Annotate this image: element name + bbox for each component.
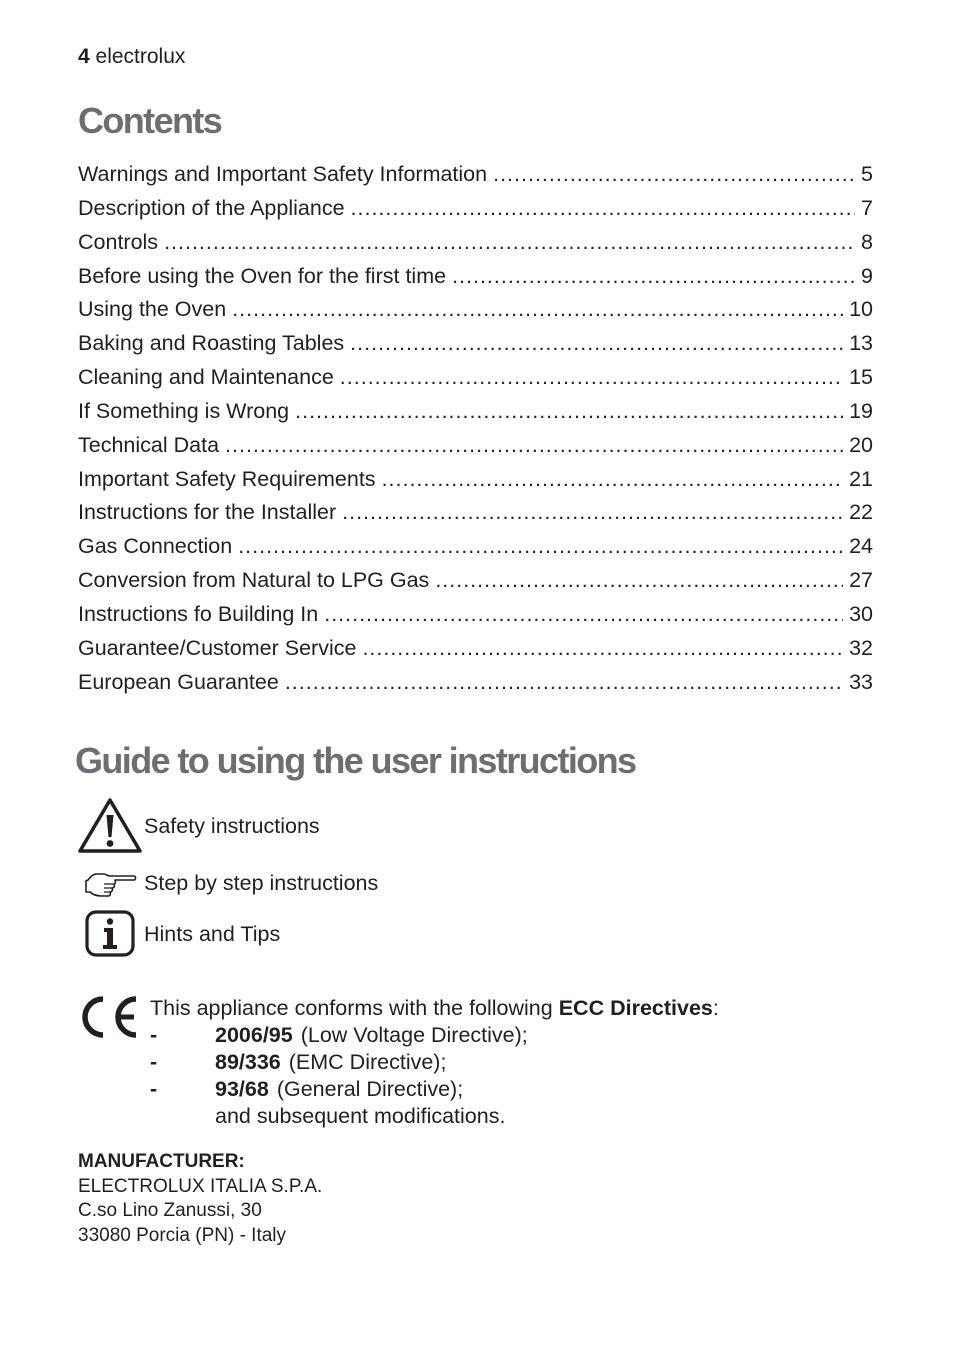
info-icon	[78, 910, 142, 958]
legend-item-steps	[78, 868, 378, 898]
manufacturer-block	[78, 1150, 322, 1248]
toc-dot-leader	[342, 500, 843, 525]
toc-entry-page: 27	[849, 568, 873, 593]
toc-dot-leader	[382, 467, 844, 492]
directive-row	[150, 1022, 890, 1049]
manufacturer-line: C.so Lino Zanussi, 30	[78, 1200, 262, 1221]
legend-label-safety: Safety instructions	[144, 813, 320, 838]
ce-intro: This appliance conforms with the following	[150, 996, 553, 1020]
toc-entry	[78, 264, 873, 298]
legend-label-hints: Hints and Tips	[144, 921, 281, 946]
toc-dot-leader	[285, 670, 843, 695]
toc-entry-page: 32	[849, 635, 873, 660]
toc-entry-label: Cleaning and Maintenance	[78, 365, 334, 390]
toc-entry	[78, 670, 873, 704]
toc-entry	[78, 365, 873, 399]
directive-code: 89/336	[215, 1050, 281, 1074]
toc-dot-leader	[238, 534, 843, 559]
toc-entry-page: 33	[849, 669, 873, 694]
contents-title: Contents	[78, 100, 222, 141]
toc-entry	[78, 500, 873, 534]
toc-entry-page: 13	[849, 331, 873, 356]
toc-entry-label: Warnings and Important Safety Information	[78, 162, 488, 186]
toc-entry	[78, 568, 873, 602]
manufacturer-title: MANUFACTURER:	[78, 1151, 245, 1172]
ce-text	[150, 995, 890, 1130]
legend-label-steps: Step by step instructions	[144, 870, 379, 895]
toc-entry-label: Important Safety Requirements	[78, 466, 376, 491]
toc-entry	[78, 196, 873, 230]
toc-entry-label: If Something is Wrong	[78, 398, 290, 423]
toc-entry-page: 15	[849, 365, 873, 390]
directive-code: 2006/95	[215, 1023, 293, 1047]
toc-entry-page: 20	[849, 432, 873, 457]
directive-dash: -	[150, 1050, 158, 1074]
toc-entry-page: 21	[849, 466, 873, 491]
guide-title: Guide to using the user instructions	[75, 740, 636, 781]
toc-entry-page: 7	[861, 195, 873, 220]
pointing-hand-icon	[78, 868, 142, 898]
toc-dot-leader	[232, 297, 843, 322]
toc-dot-leader	[295, 399, 843, 424]
table-of-contents	[78, 162, 873, 704]
legend-item-hints	[78, 910, 280, 958]
toc-entry-label: Instructions fo Building In	[78, 601, 319, 626]
manufacturer-line: ELECTROLUX ITALIA S.P.A.	[78, 1175, 323, 1197]
toc-entry-page: 30	[849, 601, 873, 626]
toc-entry-label: Baking and Roasting Tables	[78, 331, 345, 356]
directive-dash: -	[150, 1023, 158, 1047]
directive-code: 93/68	[215, 1077, 269, 1101]
toc-entry	[78, 534, 873, 568]
toc-dot-leader	[225, 433, 843, 458]
page-number: 4	[78, 45, 90, 68]
toc-dot-leader	[164, 230, 855, 255]
toc-entry	[78, 399, 873, 433]
toc-entry-page: 22	[849, 500, 873, 525]
toc-entry-label: Conversion from Natural to LPG Gas	[78, 568, 430, 593]
toc-entry	[78, 433, 873, 467]
toc-entry	[78, 467, 873, 501]
toc-entry-label: Technical Data	[78, 432, 220, 457]
ce-mark-icon	[78, 995, 140, 1045]
toc-entry	[78, 230, 873, 264]
toc-entry-label: Description of the Appliance	[78, 195, 345, 220]
toc-entry-label: Controls	[78, 229, 159, 254]
directive-row	[150, 1049, 890, 1076]
legend-item-safety	[78, 798, 320, 854]
toc-entry-page: 24	[849, 534, 873, 559]
toc-dot-leader	[351, 196, 856, 221]
toc-entry	[78, 297, 873, 331]
toc-entry-page: 9	[861, 263, 873, 288]
page-header	[78, 45, 185, 69]
toc-entry-page: 5	[861, 162, 873, 186]
toc-dot-leader	[362, 636, 843, 661]
directive-dash: -	[150, 1077, 158, 1101]
toc-dot-leader	[324, 602, 843, 627]
warning-triangle-icon	[78, 798, 142, 854]
toc-entry	[78, 331, 873, 365]
toc-dot-leader	[340, 365, 843, 390]
toc-entry-label: Before using the Oven for the first time	[78, 263, 447, 288]
ce-modifications: and subsequent modifications.	[215, 1104, 506, 1128]
ce-colon: :	[712, 996, 719, 1020]
toc-entry	[78, 162, 873, 196]
toc-entry	[78, 602, 873, 636]
toc-entry-page: 8	[861, 229, 873, 254]
directive-desc: (General Directive);	[276, 1077, 464, 1101]
toc-dot-leader	[435, 568, 843, 593]
toc-entry-page: 10	[849, 297, 873, 322]
toc-entry-label: Using the Oven	[78, 297, 227, 322]
toc-dot-leader	[452, 264, 855, 289]
toc-entry-page: 19	[849, 398, 873, 423]
toc-dot-leader	[493, 162, 855, 187]
directive-desc: (Low Voltage Directive);	[300, 1023, 528, 1047]
directive-row	[150, 1076, 890, 1103]
manufacturer-line: 33080 Porcia (PN) - Italy	[78, 1224, 287, 1246]
brand-name: electrolux	[95, 45, 186, 68]
ce-directives-label: ECC Directives	[558, 996, 713, 1020]
ce-intro-line	[150, 995, 890, 1022]
toc-entry-label: Guarantee/Customer Service	[78, 635, 357, 660]
directive-desc: (EMC Directive);	[288, 1050, 447, 1074]
toc-entry-label: Gas Connection	[78, 534, 233, 559]
toc-dot-leader	[350, 331, 843, 356]
toc-entry-label: European Guarantee	[78, 669, 279, 694]
toc-entry	[78, 636, 873, 670]
toc-entry-label: Instructions for the Installer	[78, 500, 337, 525]
